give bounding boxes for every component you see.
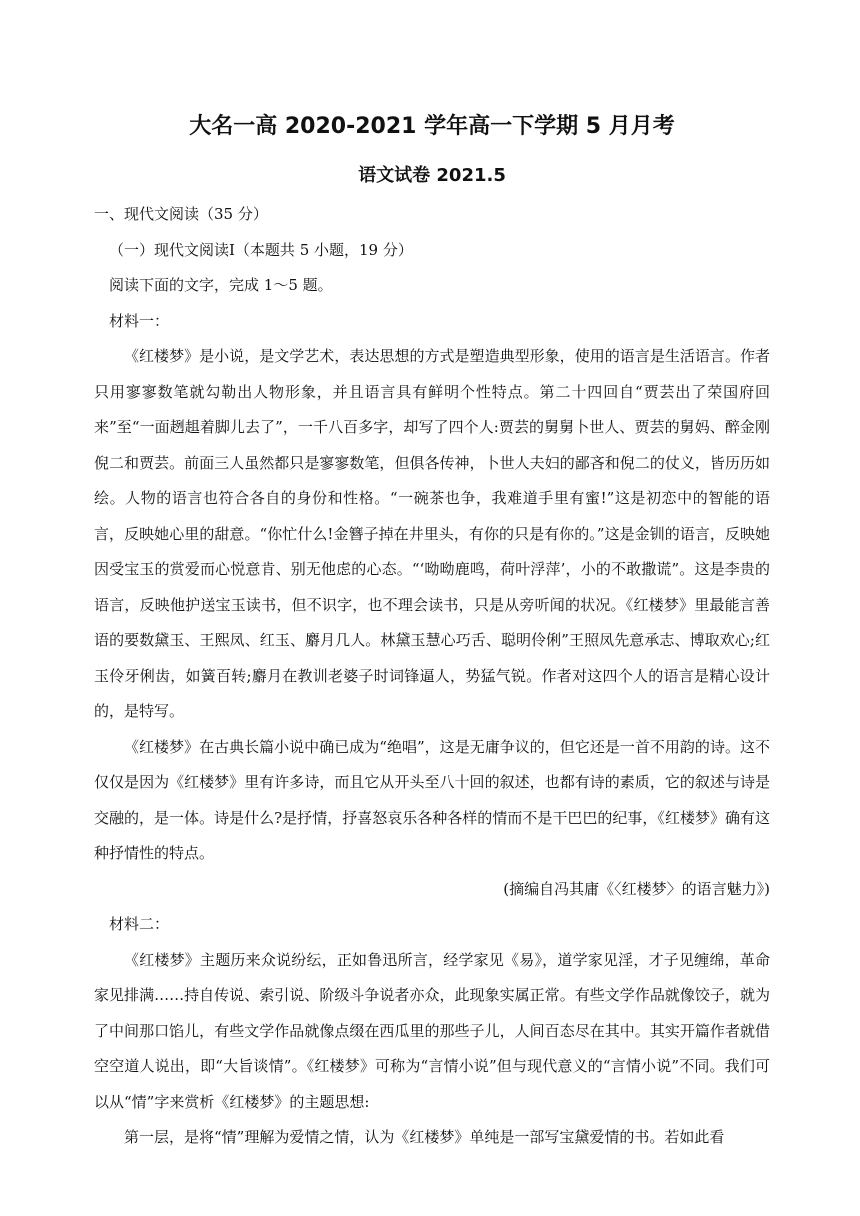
exam-title: 大名一高 2020-2021 学年高一下学期 5 月月考	[189, 114, 675, 139]
section-heading: 一、现代文阅读（35 分）	[94, 205, 268, 223]
material-one-paragraph-1: 《红楼梦》是小说，是文学艺术，表达思想的方式是塑造典型形象，使用的语言是生活语言。作者只用寥寥数笔就勾勒出人物形象，并且语言具有鲜明个性特点。第二十四回自“贾芸出了荣国府回来”至“一面趔趄着脚儿去了”，一千八百多字，却写了四个人:贾芸的舅舅卜世人、贾芸的舅妈、醉金刚倪二和贾芸。前面三人虽然都只是寥寥数笔，但俱各传神，卜世人夫妇的鄙吝和倪二的仗义，皆历历如绘。人物的语言也符合各自的身份和性格。“一碗茶也争，我难道手里有蜜!”这是初恋中的智能的语言，反映她心里的甜意。“你忙什么!金簪子掉在井里头，有你的只是有你的。”这是金钏的语言，反映她因受宝玉的赏爱而心悦意肯、别无他虑的心态。“‘呦呦鹿鸣，荷叶浮萍’，小的不敢撒谎”。这是李贵的语言，反映他护送宝玉读书，但不识字，也不理会读书，只是从旁听闻的状况。《红楼梦》里最能言善语的要数黛玉、王熙凤、红玉、麝月几人。林黛玉慧心巧舌、聪明伶俐”王照凤先意承志、博取欢心;红玉伶牙俐齿，如簧百转;麝月在教训老婆子时词锋逼人，势猛气锐。作者对这四个人的语言是精心设计的，是特写。	[94, 347, 770, 720]
material-two-paragraph-1: 《红楼梦》主题历来众说纷纭，正如鲁迅所言，经学家见《易》，道学家见淫，才子见缠绵，革命家见排满……持自传说、索引说、阶级斗争说者亦众，此现象实属正常。有些文学作品就像饺子，就为了中间那口馅儿，有些文学作品就像点缀在西瓜里的那些子儿，人间百态尽在其中。其实开篇作者就借空空道人说出，即“大旨谈情”。《红楼梦》可称为“言情小说”但与现代意义的“言情小说”不同。我们可以从“情”字来赏析《红楼梦》的主题思想:	[94, 950, 770, 1111]
exam-subtitle: 语文试卷 2021.5	[358, 165, 506, 186]
reading-instruction: 阅读下面的文字，完成 1～5 题。	[109, 276, 333, 294]
material-two-paragraph-2: 第一层，是将“情”理解为爱情之情，认为《红楼梦》单纯是一部写宝黛爱情的书。若如此看	[124, 1128, 725, 1146]
material-two-label: 材料二：	[109, 915, 170, 933]
material-one-paragraph-2: 《红楼梦》在古典长篇小说中确已成为“绝唱”，这是无庸争议的，但它还是一首不用韵的诗。这不仅仅是因为《红楼梦》里有许多诗，而且它从开头至八十回的叙述，也都有诗的素质，它的叙述与诗是交融的，是一体。诗是什么?是抒情，抒喜怒哀乐各种各样的情而不是干巴巴的纪事，《红楼梦》确有这种抒情性的特点。	[94, 737, 770, 862]
sub-section-heading: （一）现代文阅读Ⅰ（本题共 5 小题，19 分）	[109, 240, 413, 259]
material-one-label: 材料一：	[109, 311, 170, 330]
material-one-source: (摘编自冯其庸《〈红楼梦〉的语言魅力》)	[503, 879, 770, 898]
